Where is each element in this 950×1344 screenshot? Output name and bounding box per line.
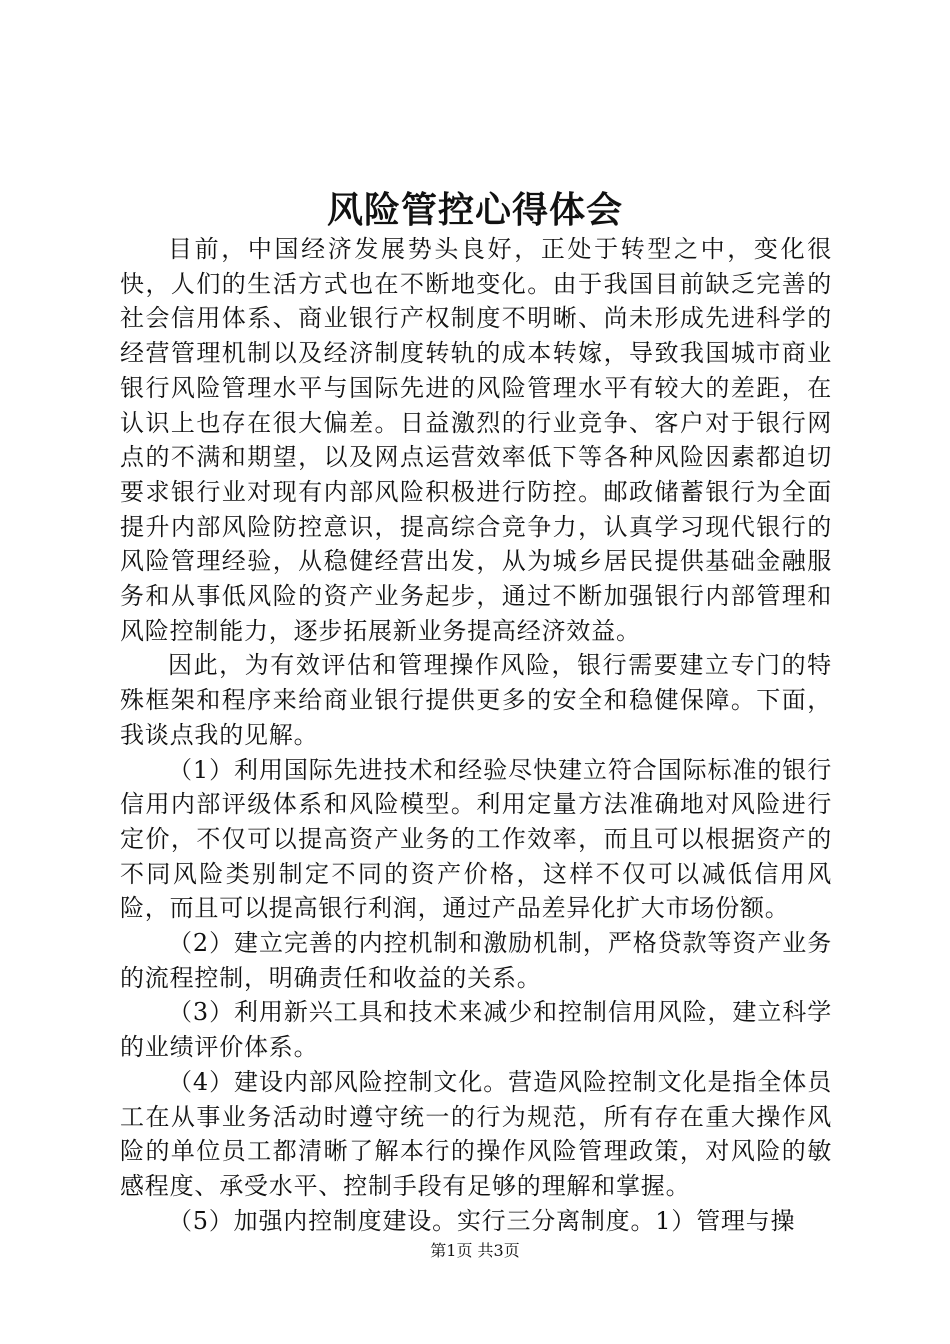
paragraph-point-5: （5）加强内控制度建设。实行三分离制度。1）管理与操 (168, 1206, 796, 1235)
paragraph-point-4: （4）建设内部风险控制文化。营造风险控制文化是指全体员工在从事业务活动时遵守统一的行为规范，所有存在重大操作风险的单位员工都清晰了解本行的操作风险管理政策，对风险的敏感程度、承受水平、控制手段有足够的理解和掌握。 (120, 1067, 832, 1200)
paragraph-point-1: （1）利用国际先进技术和经验尽快建立符合国际标准的银行信用内部评级体系和风险模型。利用定量方法准确地对风险进行定价，不仅可以提高资产业务的工作效率，而且可以根据资产的不同风险类别制定不同的资产价格，这样不仅可以减低信用风险，而且可以提高银行利润，通过产品差异化扩大市场份额。 (120, 755, 832, 923)
paragraph-intro: 目前，中国经济发展势头良好，正处于转型之中，变化很快，人们的生活方式也在不断地变化。由于我国目前缺乏完善的社会信用体系、商业银行产权制度不明晰、尚未形成先进科学的经营管理机制以及经济制度转轨的成本转嫁，导致我国城市商业银行风险管理水平与国际先进的风险管理水平有较大的差距，在认识上也存在很大偏差。日益激烈的行业竞争、客户对于银行网点的不满和期望，以及网点运营效率低下等各种风险因素都迫切要求银行业对现有内部风险积极进行防控。邮政储蓄银行为全面提升内部风险防控意识，提高综合竞争力，认真学习现代银行的风险管理经验，从稳健经营出发，从为城乡居民提供基础金融服务和从事低风险的资产业务起步，通过不断加强银行内部管理和风险控制能力，逐步拓展新业务提高经济效益。 (120, 235, 832, 645)
paragraph-point-3: （3）利用新兴工具和技术来减少和控制信用风险，建立科学的业绩评价体系。 (120, 998, 832, 1062)
page-number: 第1页 共3页 (430, 1241, 520, 1260)
paragraph-transition: 因此，为有效评估和管理操作风险，银行需要建立专门的特殊框架和程序来给商业银行提供更多的安全和稳健保障。下面，我谈点我的见解。 (120, 651, 832, 749)
document-body (120, 232, 832, 1238)
paragraph-point-2: （2）建立完善的内控机制和激励机制，严格贷款等资产业务的流程控制，明确责任和收益的关系。 (120, 929, 832, 992)
document-title: 风险管控心得体会 (326, 189, 623, 231)
